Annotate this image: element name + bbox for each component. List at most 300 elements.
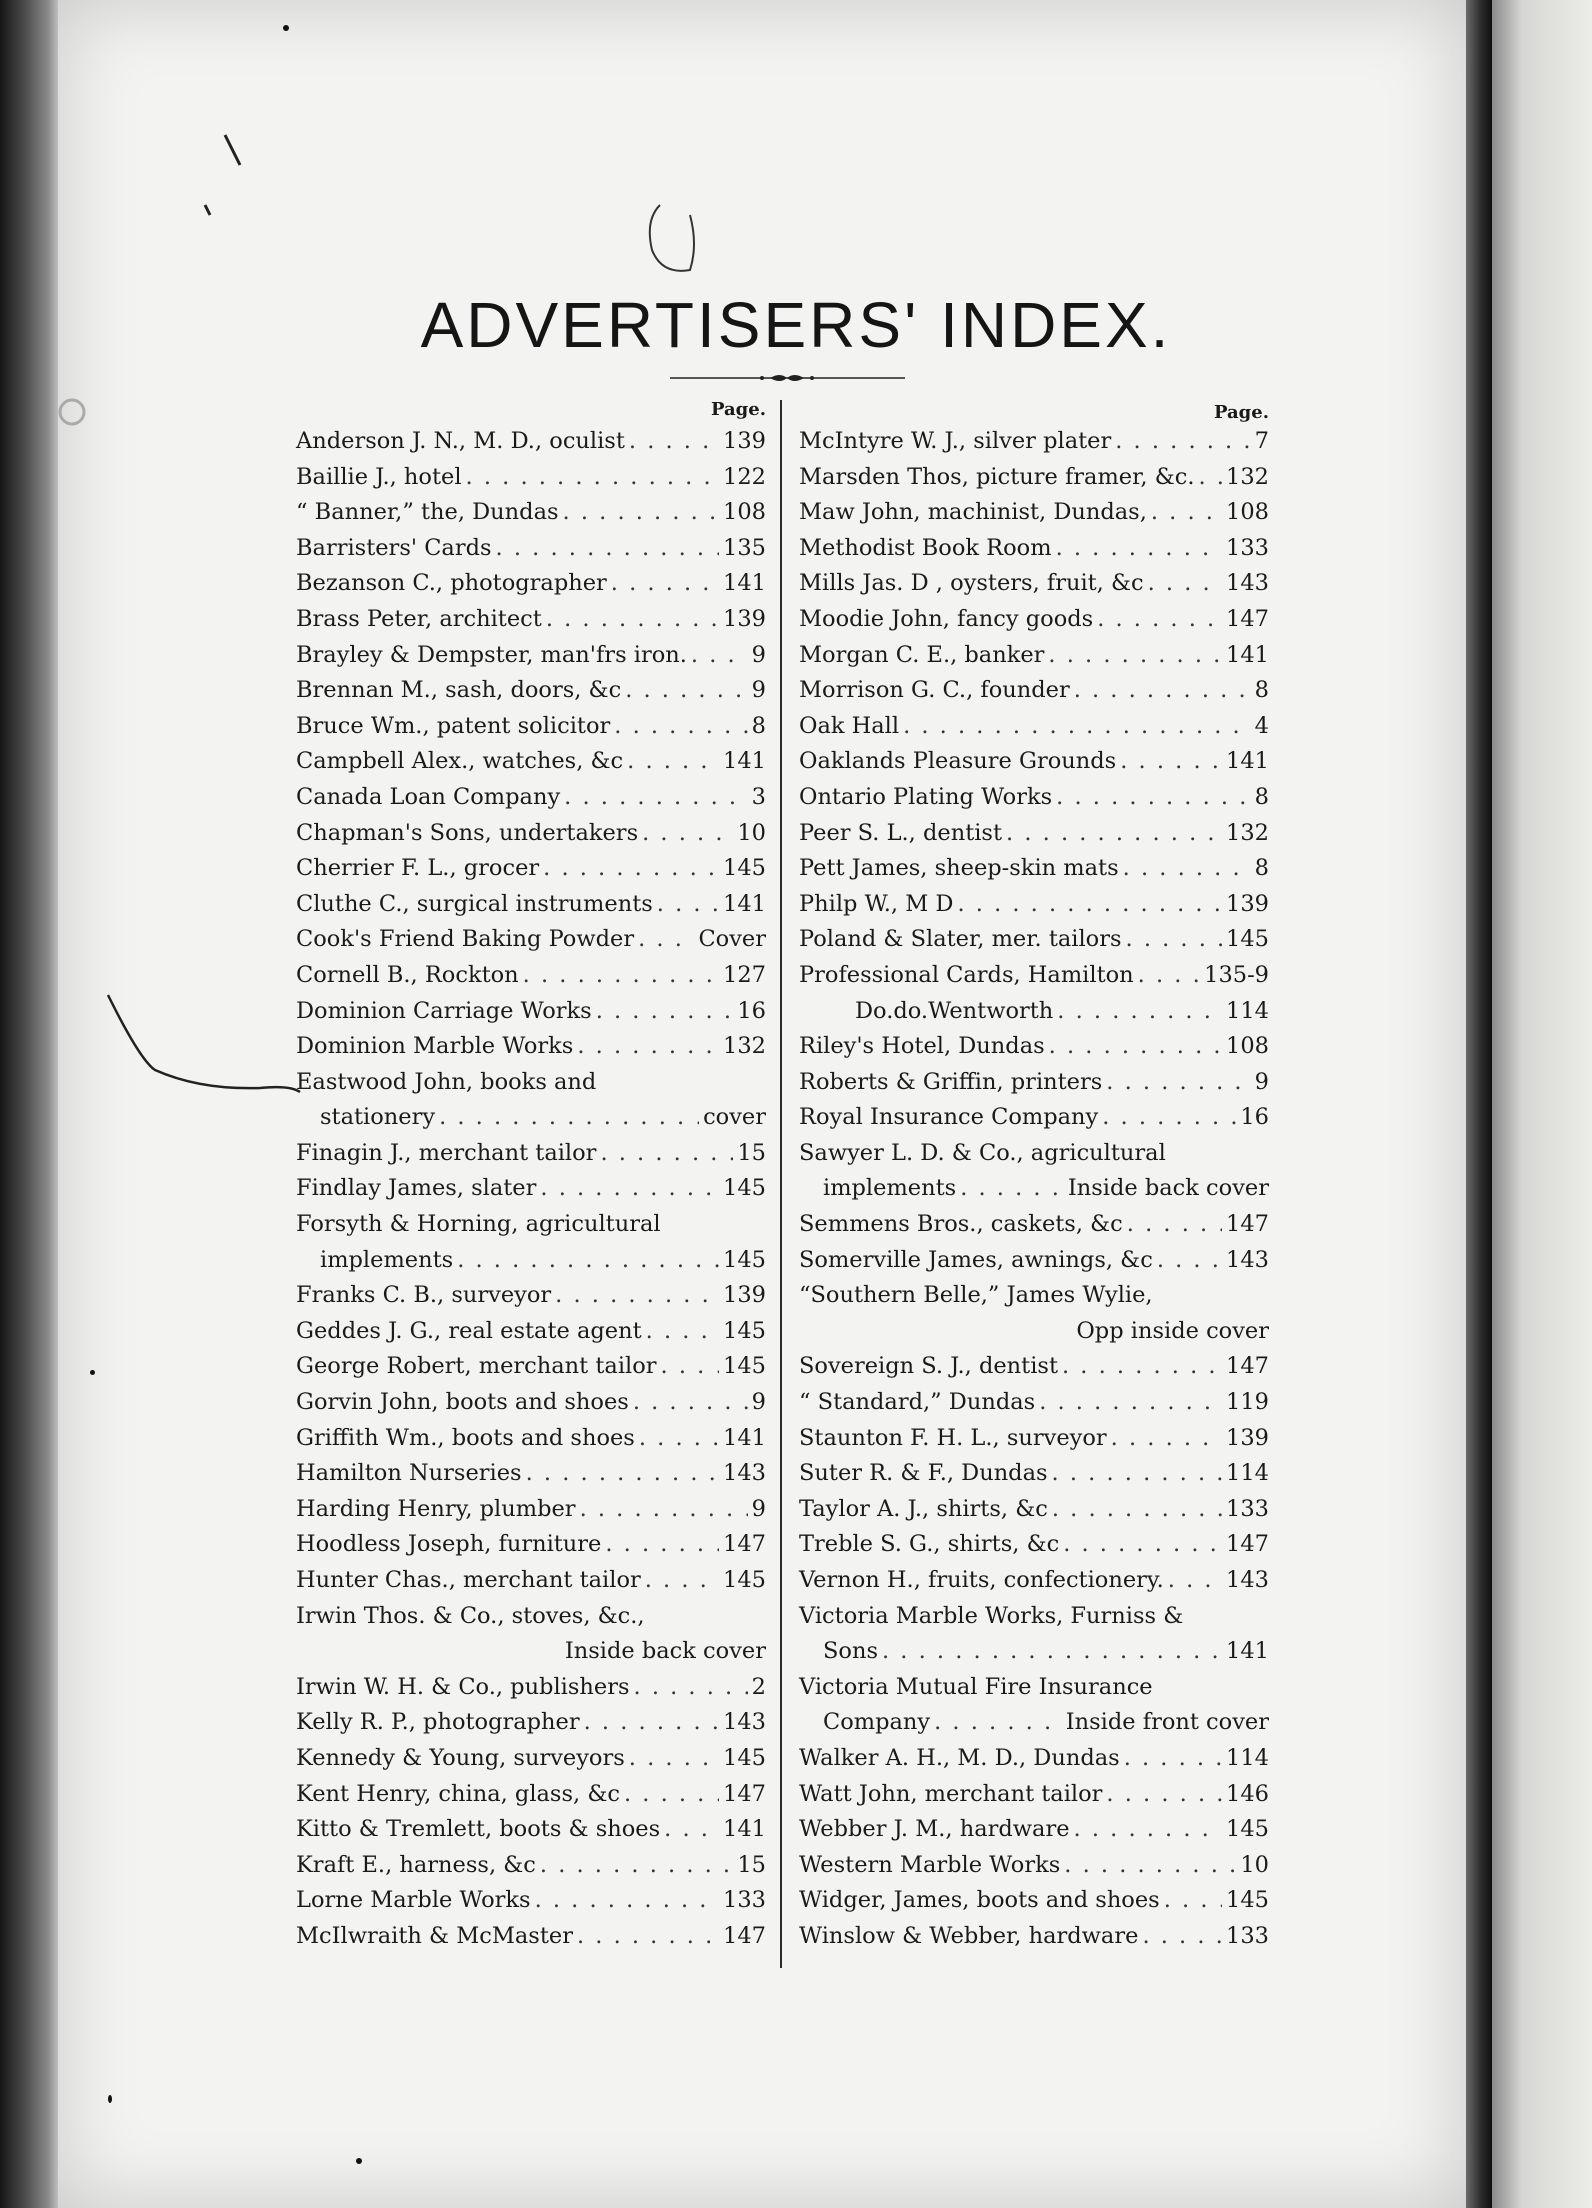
advertiser-name: Victoria Marble Works, Furniss &	[799, 1602, 1184, 1629]
index-entry	[296, 1136, 766, 1172]
advertiser-name: Riley's Hotel, Dundas	[799, 1033, 1045, 1060]
dot-leader	[629, 424, 719, 460]
page-column-header: Page.	[710, 399, 766, 420]
dot-leader	[634, 1670, 748, 1706]
page-number: 16	[1240, 1104, 1269, 1131]
index-entry	[296, 1527, 766, 1563]
page-number: 141	[1226, 1638, 1269, 1665]
advertiser-name: Watt John, merchant tailor	[799, 1780, 1103, 1807]
dot-leader	[523, 958, 719, 994]
page-number: 143	[723, 1460, 766, 1487]
index-entry	[296, 1563, 766, 1599]
page-number: 9	[751, 641, 766, 668]
index-entry	[296, 1919, 766, 1955]
advertiser-name: Maw John, machinist, Dundas,	[799, 499, 1147, 526]
advertiser-name: Lorne Marble Works	[296, 1887, 531, 1914]
dot-leader	[1120, 744, 1222, 780]
index-entry	[296, 1670, 766, 1706]
advertiser-name: Pett James, sheep-skin mats	[799, 855, 1119, 882]
advertiser-name: Forsyth & Horning, agricultural	[296, 1211, 661, 1238]
index-entry	[799, 1634, 1269, 1670]
page-number: 139	[723, 1282, 766, 1309]
index-entry	[799, 1385, 1269, 1421]
page-number: Inside back cover	[564, 1638, 766, 1665]
page-number: 114	[1226, 1744, 1269, 1771]
advertiser-name: Irwin W. H. & Co., publishers	[296, 1673, 630, 1700]
dot-leader	[540, 1848, 733, 1884]
page-title: ADVERTISERS' INDEX.	[420, 289, 1172, 361]
advertiser-name: implements	[823, 1175, 957, 1202]
index-entry	[799, 1777, 1269, 1813]
page-number: 145	[1226, 1816, 1269, 1843]
index-entry	[296, 1492, 766, 1528]
dot-leader	[1052, 1492, 1222, 1528]
title-ornament	[670, 372, 905, 384]
index-entry	[799, 1278, 1269, 1314]
index-entry	[296, 638, 766, 674]
index-entry	[296, 1065, 766, 1101]
index-entry	[296, 602, 766, 638]
advertiser-name: Geddes J. G., real estate agent	[296, 1317, 642, 1344]
advertiser-name: Kent Henry, china, glass, &c	[296, 1780, 620, 1807]
page-number: 145	[723, 855, 766, 882]
page-number: Inside back cover	[1067, 1175, 1269, 1202]
dot-leader	[1106, 1065, 1250, 1101]
index-entry	[296, 1207, 766, 1243]
advertiser-name: Kelly R. P., photographer	[296, 1709, 580, 1736]
dot-leader	[1056, 780, 1251, 816]
dot-leader	[1168, 1563, 1222, 1599]
index-entry	[296, 851, 766, 887]
dot-leader	[555, 1278, 719, 1314]
dot-leader	[960, 1171, 1064, 1207]
dot-leader	[535, 1883, 719, 1919]
advertiser-name: Victoria Mutual Fire Insurance	[799, 1673, 1153, 1700]
index-entry	[296, 1100, 766, 1136]
advertiser-name: Harding Henry, plumber	[296, 1495, 576, 1522]
advertiser-name: Griffith Wm., boots and shoes	[296, 1424, 635, 1451]
advertiser-name: Widger, James, boots and shoes	[799, 1887, 1160, 1914]
dot-leader	[1102, 1100, 1236, 1136]
index-entry	[296, 1421, 766, 1457]
page-number: 133	[1226, 534, 1269, 561]
index-entry	[296, 1029, 766, 1065]
ditto-mark: Do.	[855, 997, 894, 1024]
advertiser-name: Bezanson C., photographer	[296, 570, 607, 597]
index-entry	[799, 1065, 1269, 1101]
advertiser-name: Webber J. M., hardware	[799, 1816, 1070, 1843]
dot-leader	[934, 1705, 1062, 1741]
index-entry	[799, 566, 1269, 602]
advertiser-name: Wentworth	[928, 997, 1054, 1024]
page-number: 139	[723, 428, 766, 454]
advertiser-name: Dominion Carriage Works	[296, 997, 592, 1024]
index-entry	[799, 922, 1269, 958]
page-number: 127	[723, 961, 766, 988]
advertiser-name: Treble S. G., shirts, &c	[799, 1531, 1060, 1558]
page-number: 9	[751, 1389, 766, 1416]
index-entry	[799, 1883, 1269, 1919]
advertiser-name: Hunter Chas., merchant tailor	[296, 1567, 641, 1593]
page-number: 16	[737, 997, 766, 1024]
page-number: 141	[723, 748, 766, 775]
index-entry	[799, 1314, 1269, 1350]
index-entry	[799, 1243, 1269, 1279]
dot-leader	[691, 638, 748, 674]
index-entry	[799, 1136, 1269, 1172]
dot-leader	[1057, 994, 1222, 1030]
advertiser-name: Hamilton Nurseries	[296, 1460, 522, 1487]
advertiser-name: Oak Hall	[799, 712, 900, 739]
dot-leader	[1062, 1349, 1222, 1385]
index-entry	[296, 495, 766, 531]
page-number: 108	[723, 499, 766, 526]
advertiser-name: Marsden Thos, picture framer, &c.	[799, 463, 1195, 490]
right-index-column	[799, 396, 1269, 1955]
index-entry	[799, 1741, 1269, 1777]
dot-leader	[563, 495, 720, 531]
advertiser-name: Irwin Thos. & Co., stoves, &c.,	[296, 1602, 645, 1629]
page-number: 147	[1226, 1353, 1269, 1380]
index-entry	[799, 531, 1269, 567]
page-number: 141	[723, 890, 766, 917]
page-number: 9	[751, 1495, 766, 1522]
index-entry	[296, 424, 766, 460]
page-number: 3	[751, 783, 766, 810]
index-entry	[799, 958, 1269, 994]
dot-leader	[1074, 1812, 1223, 1848]
dot-leader	[1164, 1883, 1222, 1919]
dot-leader	[625, 673, 747, 709]
dot-leader	[657, 887, 719, 923]
dot-leader	[1123, 851, 1251, 887]
index-entry	[296, 1812, 766, 1848]
dot-leader	[1142, 1919, 1222, 1955]
advertiser-name: “ Standard,” Dundas	[799, 1389, 1036, 1416]
dot-leader	[639, 1421, 719, 1457]
advertiser-name: McIlwraith & McMaster	[296, 1922, 573, 1949]
advertiser-name: Barristers' Cards	[296, 534, 492, 561]
advertiser-name: Cherrier F. L., grocer	[296, 855, 540, 882]
index-entry	[799, 816, 1269, 852]
page-number: 147	[1226, 1211, 1269, 1238]
dot-leader	[1106, 1777, 1222, 1813]
advertiser-name: Winslow & Webber, hardware	[799, 1922, 1139, 1949]
index-entry	[799, 495, 1269, 531]
advertiser-name: implements	[320, 1246, 454, 1273]
index-entry	[296, 1634, 766, 1670]
dot-leader	[439, 1100, 699, 1136]
dot-leader	[1126, 922, 1223, 958]
page-number: 7	[1254, 428, 1269, 454]
dot-leader	[614, 709, 747, 745]
index-entry	[799, 424, 1269, 460]
advertiser-name: Vernon H., fruits, confectionery.	[799, 1567, 1164, 1593]
dot-leader	[600, 1136, 733, 1172]
index-entry	[296, 566, 766, 602]
advertiser-name: Finagin J., merchant tailor	[296, 1139, 597, 1166]
page-number: 147	[1226, 1531, 1269, 1558]
dot-leader	[1199, 460, 1223, 496]
dot-leader	[543, 851, 719, 887]
dot-leader	[526, 1456, 719, 1492]
index-entry	[296, 1777, 766, 1813]
index-entry	[799, 1848, 1269, 1884]
index-entry	[799, 887, 1269, 923]
advertiser-name: Baillie J., hotel	[296, 463, 462, 490]
page-number: 10	[737, 819, 766, 846]
page-number: 139	[723, 605, 766, 632]
page-number: 133	[1226, 1495, 1269, 1522]
advertiser-name: stationery	[320, 1104, 436, 1131]
advertiser-name: McIntyre W. J., silver plater	[799, 428, 1112, 454]
advertiser-name: Suter R. & F., Dundas	[799, 1460, 1048, 1487]
advertiser-name: Somerville James, awnings, &c	[799, 1246, 1153, 1273]
advertiser-name: Sons	[823, 1638, 878, 1665]
dot-leader	[1074, 673, 1251, 709]
scan-speck	[108, 2095, 112, 2103]
page-number: 145	[1226, 926, 1269, 953]
page-number: 147	[1226, 605, 1269, 632]
index-entry	[296, 709, 766, 745]
advertiser-name: Morrison G. C., founder	[799, 677, 1070, 704]
scan-speck	[356, 2158, 362, 2164]
dot-leader	[638, 922, 694, 958]
advertiser-name: Methodist Book Room	[799, 534, 1052, 561]
dot-leader	[564, 780, 748, 816]
page-number: 122	[723, 463, 766, 490]
index-entry	[296, 1456, 766, 1492]
dot-leader	[642, 816, 733, 852]
index-entry	[799, 1421, 1269, 1457]
dot-leader	[596, 994, 734, 1030]
index-entry	[296, 1848, 766, 1884]
index-entry	[799, 673, 1269, 709]
page-number: 145	[723, 1353, 766, 1380]
index-entry	[799, 1705, 1269, 1741]
advertiser-name: Brennan M., sash, doors, &c	[296, 677, 622, 704]
page-number: 135-9	[1204, 961, 1269, 988]
index-entry	[296, 1741, 766, 1777]
page-number: 141	[1226, 748, 1269, 775]
dot-leader	[577, 1919, 719, 1955]
advertiser-name: Anderson J. N., M. D., oculist	[296, 428, 625, 454]
advertiser-name: Walker A. H., M. D., Dundas	[799, 1744, 1120, 1771]
dot-leader	[1127, 1207, 1222, 1243]
page-number: 143	[1226, 1246, 1269, 1273]
index-entry	[799, 994, 1269, 1030]
page-number: 143	[1226, 570, 1269, 597]
advertiser-name: “Southern Belle,” James Wylie,	[799, 1282, 1153, 1309]
dot-leader	[580, 1492, 748, 1528]
index-entry	[799, 744, 1269, 780]
page-number: Cover	[698, 926, 766, 953]
dot-leader	[1039, 1385, 1222, 1421]
dot-leader	[1151, 495, 1222, 531]
index-entry	[296, 1599, 766, 1635]
advertiser-name: Brass Peter, architect	[296, 605, 542, 632]
index-entry	[799, 1599, 1269, 1635]
dot-leader	[584, 1705, 719, 1741]
index-entry	[296, 1314, 766, 1350]
page-number: 4	[1254, 712, 1269, 739]
page-number: 143	[1226, 1567, 1269, 1593]
advertiser-name: Kitto & Tremlett, boots & shoes	[296, 1816, 661, 1843]
index-entry	[799, 1456, 1269, 1492]
dot-leader	[664, 1812, 719, 1848]
advertiser-name: Morgan C. E., banker	[799, 641, 1045, 668]
page-number: 108	[1226, 1033, 1269, 1060]
page-number: 141	[1226, 641, 1269, 668]
advertiser-name: Cornell B., Rockton	[296, 961, 519, 988]
index-entry	[799, 1349, 1269, 1385]
page-number: 8	[751, 712, 766, 739]
advertiser-name: Ontario Plating Works	[799, 783, 1053, 810]
advertiser-name: Poland & Slater, mer. tailors	[799, 926, 1122, 953]
index-entry	[799, 1563, 1269, 1599]
page-number: 132	[723, 1033, 766, 1060]
advertiser-name: Franks C. B., surveyor	[296, 1282, 552, 1309]
ditto-mark: do.	[893, 997, 929, 1024]
advertiser-name: Mills Jas. D , oysters, fruit, &c	[799, 570, 1144, 597]
advertiser-name: Professional Cards, Hamilton	[799, 961, 1134, 988]
page-number: 9	[751, 677, 766, 704]
advertiser-name: “ Banner,” the, Dundas	[296, 499, 559, 526]
index-entry	[296, 922, 766, 958]
index-entry	[799, 1171, 1269, 1207]
dot-leader	[1064, 1848, 1236, 1884]
page-number: 139	[1226, 1424, 1269, 1451]
advertiser-name: Campbell Alex., watches, &c	[296, 748, 624, 775]
advertiser-name: Findlay James, slater	[296, 1175, 537, 1202]
advertiser-name: Hoodless Joseph, furniture	[296, 1531, 602, 1558]
page-number: 145	[723, 1175, 766, 1202]
page-number: 145	[1226, 1887, 1269, 1914]
page-column-header: Page.	[1213, 402, 1269, 423]
dot-leader	[1111, 1421, 1222, 1457]
page-number: 108	[1226, 499, 1269, 526]
page-number: 143	[723, 1709, 766, 1736]
advertiser-name: Eastwood John, books and	[296, 1068, 597, 1095]
advertiser-name: Peer S. L., dentist	[799, 819, 1003, 846]
advertiser-name: Sawyer L. D. & Co., agricultural	[799, 1139, 1166, 1166]
dot-leader	[1115, 424, 1250, 460]
advertiser-name: Gorvin John, boots and shoes	[296, 1389, 629, 1416]
dot-leader	[540, 1171, 719, 1207]
index-entry	[799, 1207, 1269, 1243]
page-number: Inside front cover	[1065, 1709, 1269, 1736]
advertiser-name: Moodie John, fancy goods	[799, 605, 1094, 632]
page-number: 141	[723, 1816, 766, 1843]
index-entry	[296, 460, 766, 496]
scan-speck	[283, 25, 289, 31]
index-entry	[296, 1385, 766, 1421]
index-entry	[296, 531, 766, 567]
advertiser-name: Kennedy & Young, surveyors	[296, 1744, 625, 1771]
dot-leader	[546, 602, 719, 638]
page-number: 2	[751, 1673, 766, 1700]
dot-leader	[1006, 816, 1222, 852]
page-number: 133	[1226, 1922, 1269, 1949]
dot-leader	[1048, 638, 1222, 674]
advertiser-name: Dominion Marble Works	[296, 1033, 574, 1060]
dot-leader	[605, 1527, 719, 1563]
advertiser-name: Cook's Friend Baking Powder	[296, 926, 635, 953]
advertiser-name: Philp W., M D	[799, 890, 954, 917]
page-number: 145	[723, 1317, 766, 1344]
advertiser-name: Cluthe C., surgical instruments	[296, 890, 653, 917]
index-entry	[799, 1029, 1269, 1065]
advertiser-name: Royal Insurance Company	[799, 1104, 1099, 1131]
index-entry	[296, 887, 766, 923]
page-number: 135	[723, 534, 766, 561]
advertiser-name: Company	[823, 1709, 931, 1736]
index-entry	[799, 851, 1269, 887]
dot-leader	[577, 1029, 719, 1065]
dot-leader	[645, 1563, 719, 1599]
page-number: 8	[1254, 677, 1269, 704]
page-number: 10	[1240, 1851, 1269, 1878]
dot-leader	[1148, 566, 1222, 602]
dot-leader	[627, 744, 719, 780]
advertiser-name: Western Marble Works	[799, 1851, 1061, 1878]
page-number: 9	[1254, 1068, 1269, 1095]
index-entry	[799, 1919, 1269, 1955]
dot-leader	[457, 1243, 719, 1279]
dot-leader	[1124, 1741, 1222, 1777]
dot-leader	[1063, 1527, 1222, 1563]
advertiser-name: Kraft E., harness, &c	[296, 1851, 536, 1878]
dot-leader	[1056, 531, 1222, 567]
advertiser-name: Semmens Bros., caskets, &c	[799, 1211, 1123, 1238]
dot-leader	[1052, 1456, 1223, 1492]
page-number: 15	[737, 1851, 766, 1878]
page-number: cover	[703, 1104, 766, 1131]
advertiser-name: Taylor A. J., shirts, &c	[799, 1495, 1048, 1522]
page-number: 114	[1226, 1460, 1269, 1487]
index-entry	[296, 1349, 766, 1385]
page-number: 141	[723, 570, 766, 597]
page-number: 133	[723, 1887, 766, 1914]
advertiser-name: Canada Loan Company	[296, 783, 561, 810]
index-entry	[799, 460, 1269, 496]
dot-leader	[611, 566, 719, 602]
advertiser-name: Roberts & Griffin, printers	[799, 1068, 1103, 1095]
page-number: 147	[723, 1531, 766, 1558]
page-number: 146	[1226, 1780, 1269, 1807]
page-number: 145	[723, 1246, 766, 1273]
dot-leader	[1157, 1243, 1222, 1279]
advertiser-name: Bruce Wm., patent solicitor	[296, 712, 611, 739]
page-number: 145	[723, 1744, 766, 1771]
advertiser-name: Oaklands Pleasure Grounds	[799, 748, 1117, 775]
advertiser-name: Sovereign S. J., dentist	[799, 1353, 1058, 1380]
index-entry	[799, 1100, 1269, 1136]
dot-leader	[624, 1777, 719, 1813]
index-entry	[296, 673, 766, 709]
index-entry	[799, 602, 1269, 638]
dot-leader	[882, 1634, 1222, 1670]
column-divider	[780, 400, 782, 1968]
advertiser-name: Staunton F. H. L., surveyor	[799, 1424, 1107, 1451]
page-number: 15	[737, 1139, 766, 1166]
index-entry	[799, 1492, 1269, 1528]
dot-leader	[661, 1349, 720, 1385]
dot-leader	[496, 531, 720, 567]
index-entry	[296, 1705, 766, 1741]
index-entry	[296, 958, 766, 994]
page-number: 132	[1226, 463, 1269, 490]
